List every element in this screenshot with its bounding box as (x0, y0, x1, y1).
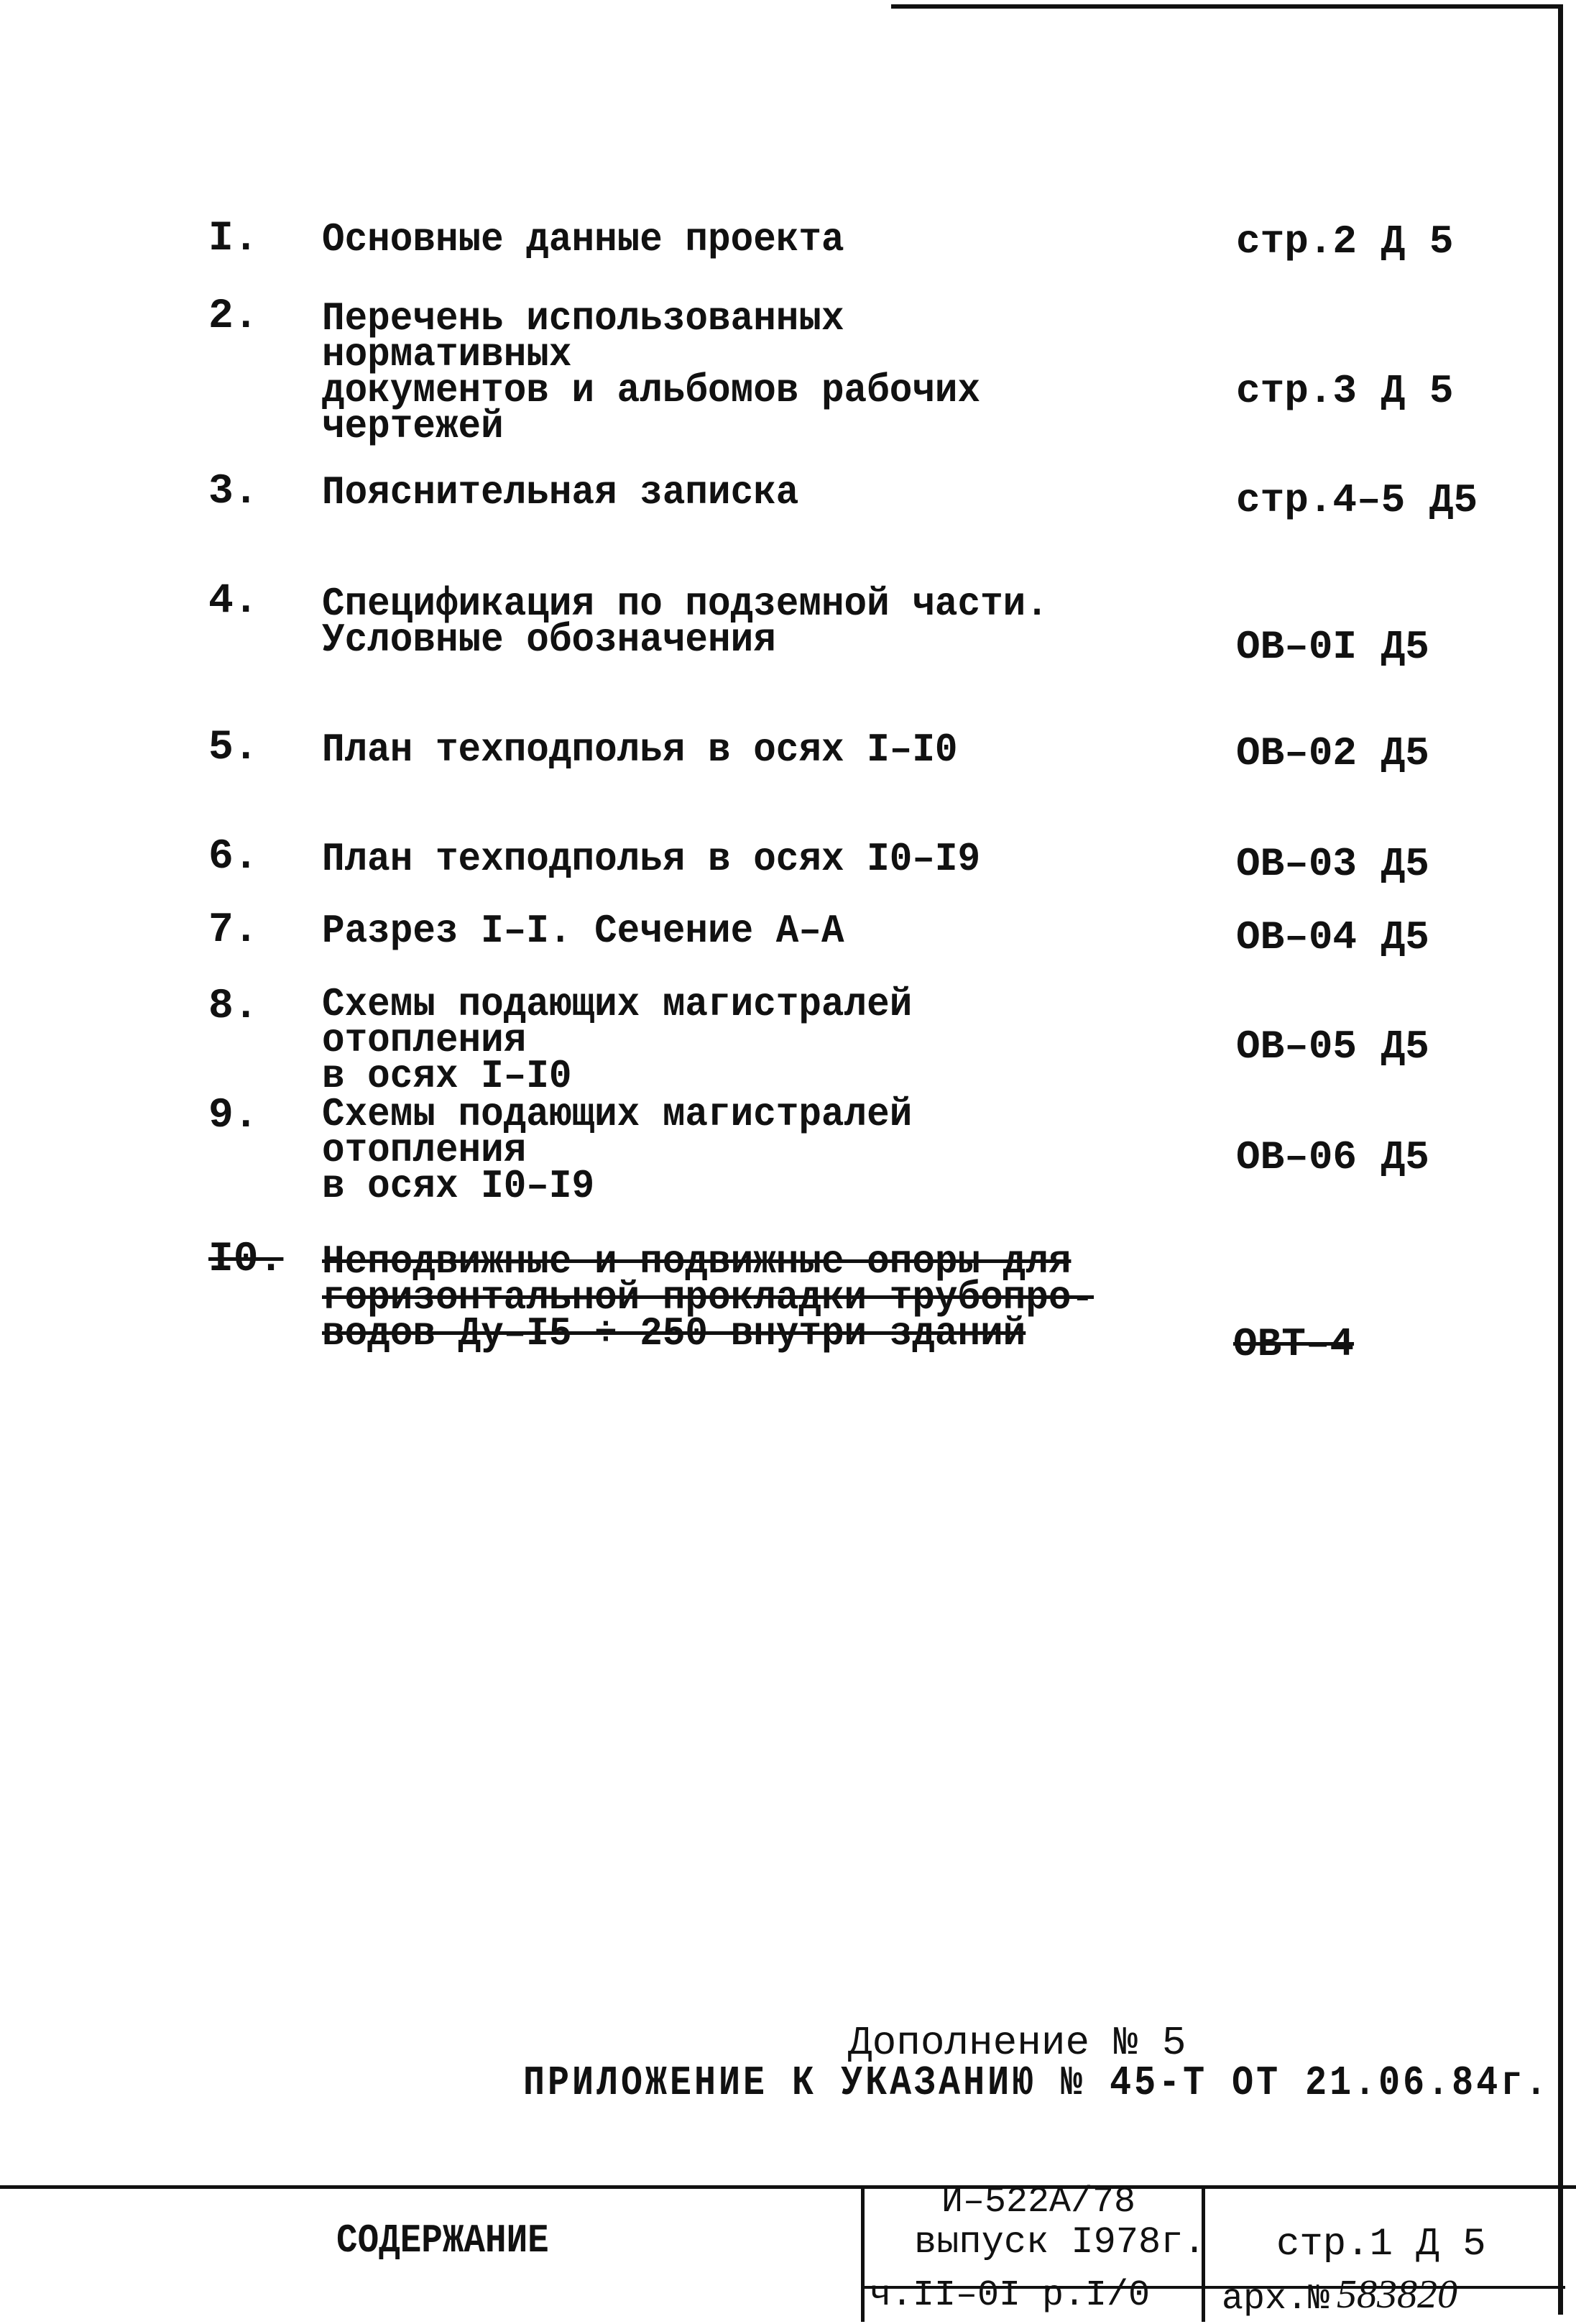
toc-item-title: Схемы подающих магистралей отопления в осях I0–I9 (322, 1091, 913, 1209)
toc-item-ref: стр.2 Д 5 (1236, 219, 1454, 265)
title-block-issue: выпуск I978г. (914, 2221, 1206, 2264)
title-block-code: И–522А/78 (941, 2182, 1136, 2223)
toc-item-ref: ОВ–06 Д5 (1236, 1134, 1429, 1180)
toc-item-number: I. (208, 216, 259, 262)
toc-item-title: План техподполья в осях I–I0 (322, 727, 958, 773)
toc-item-title: Спецификация по подземной части. Условные обозначения (322, 581, 1049, 663)
toc-item-title: Основные данные проекта (322, 216, 844, 262)
frame-right-line (1558, 7, 1563, 2315)
toc-item-title: Перечень использованных нормативных документов и альбомов рабочих чертежей (322, 295, 981, 449)
toc-item-ref: ОВ–03 Д5 (1236, 841, 1429, 887)
supplement-label: Дополнение № 5 (848, 2020, 1186, 2066)
toc-item-ref: ОВТ–4 (1233, 1321, 1355, 1367)
toc-item-number: 9. (208, 1093, 259, 1139)
toc-item-title: Схемы подающих магистралей отопления в осях I–I0 (322, 981, 913, 1099)
toc-item-number: 2. (208, 293, 259, 340)
title-block-archive-label: арх.№ (1222, 2279, 1330, 2320)
toc-item-number: 3. (208, 469, 259, 515)
toc-item-title: Пояснительная записка (322, 469, 799, 515)
title-block-archive-number: 583820 (1337, 2272, 1457, 2317)
toc-item-number: 7. (208, 907, 259, 954)
toc-item-number: 8. (208, 983, 259, 1030)
toc-item-number: 5. (208, 725, 259, 771)
title-block-page: стр.1 Д 5 (1276, 2223, 1486, 2266)
title-block-top-line (0, 2185, 1576, 2189)
annex-stamp: ПРИЛОЖЕНИЕ К УКАЗАНИЮ № 45-Т ОТ 21.06.84г. (523, 2060, 1550, 2108)
toc-item-title: План техподполья в осях I0–I9 (322, 836, 981, 882)
toc-item-title: Разрез I–I. Сечение А–А (322, 908, 844, 954)
toc-item-number: 6. (208, 834, 259, 881)
toc-item-title: Неподвижные и подвижные опоры для горизонтальной прокладки трубопро- водов Ду–I5 ÷ 250 внутри зданий (322, 1239, 1095, 1356)
title-block-title: СОДЕРЖАНИЕ (336, 2218, 549, 2264)
toc-item-ref: ОВ–05 Д5 (1236, 1024, 1429, 1070)
title-block-part: ч.II–0I р.I/0 (870, 2275, 1151, 2316)
toc-item-ref: ОВ–04 Д5 (1236, 914, 1429, 960)
frame-top-line (891, 4, 1563, 9)
toc-item-ref: ОВ–0I Д5 (1236, 624, 1429, 670)
toc-item-ref: стр.3 Д 5 (1236, 368, 1454, 414)
title-block-divider (861, 2185, 865, 2322)
toc-item-number: 4. (208, 578, 259, 625)
toc-item-number: I0. (208, 1236, 284, 1283)
toc-item-ref: стр.4–5 Д5 (1236, 477, 1478, 523)
toc-item-ref: ОВ–02 Д5 (1236, 730, 1429, 776)
